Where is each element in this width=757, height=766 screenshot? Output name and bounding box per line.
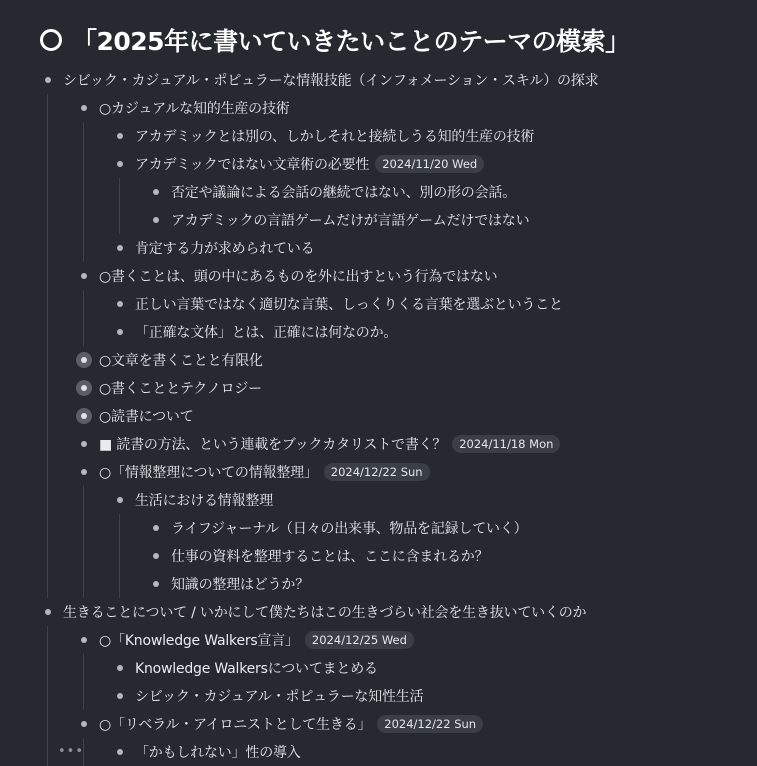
item-text[interactable]: 「かもしれない」性の導入 bbox=[135, 745, 301, 761]
page-title-text[interactable]: 「2025年に書いていきたいことのテーマの模索」 bbox=[72, 27, 630, 56]
children-group bbox=[83, 738, 757, 766]
bullet-icon[interactable] bbox=[76, 464, 92, 480]
dot-icon bbox=[117, 497, 123, 503]
dot-icon bbox=[153, 553, 159, 559]
dot-icon bbox=[153, 581, 159, 587]
date-badge[interactable]: 2024/12/25 Wed bbox=[305, 631, 414, 649]
dot-icon bbox=[117, 749, 123, 755]
list-item bbox=[40, 66, 757, 94]
item-text[interactable]: シビック・カジュアル・ポピュラーな知性生活 bbox=[135, 689, 424, 705]
item-text[interactable]: 正しい言葉ではなく適切な言葉、しっくりくる言葉を選ぶということ bbox=[135, 297, 563, 313]
list-item bbox=[148, 178, 757, 206]
item-text[interactable]: シビック・カジュアル・ポピュラーな情報技能（インフォメーション・スキル）の探求 bbox=[63, 73, 599, 89]
collapsed-bullet-icon[interactable] bbox=[76, 408, 92, 424]
bullet-icon[interactable] bbox=[40, 72, 56, 88]
date-badge[interactable]: 2024/12/22 Sun bbox=[377, 715, 483, 733]
bullet-icon[interactable] bbox=[148, 548, 164, 564]
dot-icon bbox=[153, 217, 159, 223]
bullet-icon[interactable] bbox=[148, 520, 164, 536]
item-text[interactable]: アカデミックではない文章術の必要性 bbox=[135, 157, 370, 173]
item-text[interactable]: ○文章を書くことと有限化 bbox=[99, 353, 263, 369]
item-text[interactable]: Knowledge Walkersについてまとめる bbox=[135, 661, 378, 677]
collapsed-bullet-icon[interactable] bbox=[76, 380, 92, 396]
item-text[interactable]: ○「リベラル・アイロニストとして生きる」 bbox=[99, 717, 372, 733]
bullet-icon[interactable] bbox=[112, 688, 128, 704]
list-item bbox=[112, 682, 757, 710]
dot-icon bbox=[45, 77, 51, 83]
bullet-icon[interactable] bbox=[76, 100, 92, 116]
item-text[interactable]: 仕事の資料を整理することは、ここに含まれるか？ bbox=[171, 549, 489, 565]
item-text[interactable]: ■ 読書の方法、という連載をブックカタリストで書く？ bbox=[99, 437, 447, 453]
item-text[interactable]: ライフジャーナル（日々の出来事、物品を記録していく） bbox=[171, 521, 528, 537]
bullet-icon[interactable] bbox=[112, 492, 128, 508]
list-item bbox=[112, 150, 757, 178]
bullet-icon[interactable] bbox=[112, 240, 128, 256]
children-group bbox=[47, 94, 757, 598]
item-text[interactable]: 肯定する力が求められている bbox=[135, 241, 315, 257]
list-item bbox=[76, 262, 757, 290]
list-item bbox=[148, 542, 757, 570]
item-text[interactable]: 生活における情報整理 bbox=[135, 493, 273, 509]
list-item bbox=[148, 514, 757, 542]
bullet-icon[interactable] bbox=[76, 632, 92, 648]
dot-icon bbox=[81, 721, 87, 727]
bullet-icon[interactable] bbox=[40, 604, 56, 620]
date-badge[interactable]: 2024/11/18 Mon bbox=[452, 435, 560, 453]
dot-icon bbox=[81, 357, 87, 363]
dot-icon bbox=[117, 245, 123, 251]
circle-icon bbox=[40, 29, 62, 51]
list-item bbox=[76, 430, 757, 458]
dot-icon bbox=[117, 665, 123, 671]
dot-icon bbox=[117, 329, 123, 335]
children-group bbox=[119, 178, 757, 234]
dot-icon bbox=[117, 161, 123, 167]
bullet-icon[interactable] bbox=[112, 296, 128, 312]
list-item bbox=[112, 318, 757, 346]
item-text[interactable]: アカデミックとは別の、しかしそれと接続しうる知的生産の技術 bbox=[135, 129, 535, 145]
date-badge[interactable]: 2024/12/22 Sun bbox=[324, 463, 430, 481]
dot-icon bbox=[81, 637, 87, 643]
children-group bbox=[83, 654, 757, 710]
outline bbox=[40, 66, 757, 766]
dot-icon bbox=[81, 385, 87, 391]
list-item bbox=[112, 654, 757, 682]
dot-icon bbox=[117, 133, 123, 139]
dot-icon bbox=[117, 693, 123, 699]
list-item bbox=[76, 374, 757, 402]
list-item bbox=[112, 486, 757, 514]
item-text[interactable]: 「正確な文体」とは、正確には何なのか。 bbox=[135, 325, 398, 341]
list-item bbox=[76, 94, 757, 122]
dot-icon bbox=[45, 609, 51, 615]
list-item bbox=[112, 738, 757, 766]
list-item bbox=[76, 710, 757, 738]
bullet-icon[interactable] bbox=[148, 184, 164, 200]
item-text[interactable]: ○「情報整理についての情報整理」 bbox=[99, 465, 318, 481]
item-text[interactable]: ○読書について bbox=[99, 409, 194, 425]
dot-icon bbox=[81, 105, 87, 111]
bullet-icon[interactable] bbox=[112, 744, 128, 760]
dot-icon bbox=[153, 189, 159, 195]
dot-icon bbox=[153, 525, 159, 531]
bullet-icon[interactable] bbox=[112, 324, 128, 340]
page-title bbox=[40, 22, 630, 58]
list-item bbox=[76, 458, 757, 486]
dot-icon bbox=[81, 469, 87, 475]
children-group bbox=[47, 626, 757, 766]
date-badge[interactable]: 2024/11/20 Wed bbox=[375, 155, 484, 173]
list-item bbox=[148, 206, 757, 234]
bullet-icon[interactable] bbox=[76, 716, 92, 732]
children-group bbox=[83, 486, 757, 598]
dot-icon bbox=[81, 413, 87, 419]
item-text[interactable]: 生きることについて / いかにして僕たちはこの生きづらい社会を生き抜いていくのか bbox=[63, 605, 587, 621]
item-text[interactable]: ○書くこととテクノロジー bbox=[99, 381, 262, 397]
list-item bbox=[40, 598, 757, 626]
list-item bbox=[112, 290, 757, 318]
bullet-icon[interactable] bbox=[112, 660, 128, 676]
list-item bbox=[76, 626, 757, 654]
bullet-icon[interactable] bbox=[112, 156, 128, 172]
dot-icon bbox=[81, 441, 87, 447]
item-text[interactable]: 知識の整理はどうか？ bbox=[171, 577, 309, 593]
item-text[interactable]: ○カジュアルな知的生産の技術 bbox=[99, 101, 290, 117]
more-options-icon[interactable]: ••• bbox=[58, 744, 85, 759]
item-text[interactable]: ○「Knowledge Walkers宣言」 bbox=[99, 633, 299, 649]
item-text[interactable]: 否定や議論による会話の継続ではない、別の形の会話。 bbox=[171, 185, 516, 201]
bullet-icon[interactable] bbox=[112, 128, 128, 144]
collapsed-bullet-icon[interactable] bbox=[76, 352, 92, 368]
list-item bbox=[148, 570, 757, 598]
children-group bbox=[83, 122, 757, 262]
bullet-icon[interactable] bbox=[76, 268, 92, 284]
children-group bbox=[83, 290, 757, 346]
dot-icon bbox=[81, 273, 87, 279]
bullet-icon[interactable] bbox=[148, 576, 164, 592]
children-group bbox=[119, 514, 757, 598]
list-item bbox=[112, 122, 757, 150]
item-text[interactable]: ○書くことは、頭の中にあるものを外に出すという行為ではない bbox=[99, 269, 498, 285]
bullet-icon[interactable] bbox=[148, 212, 164, 228]
bullet-icon[interactable] bbox=[76, 436, 92, 452]
dot-icon bbox=[117, 301, 123, 307]
item-text[interactable]: アカデミックの言語ゲームだけが言語ゲームだけではない bbox=[171, 213, 530, 229]
list-item bbox=[76, 402, 757, 430]
list-item bbox=[112, 234, 757, 262]
list-item bbox=[76, 346, 757, 374]
